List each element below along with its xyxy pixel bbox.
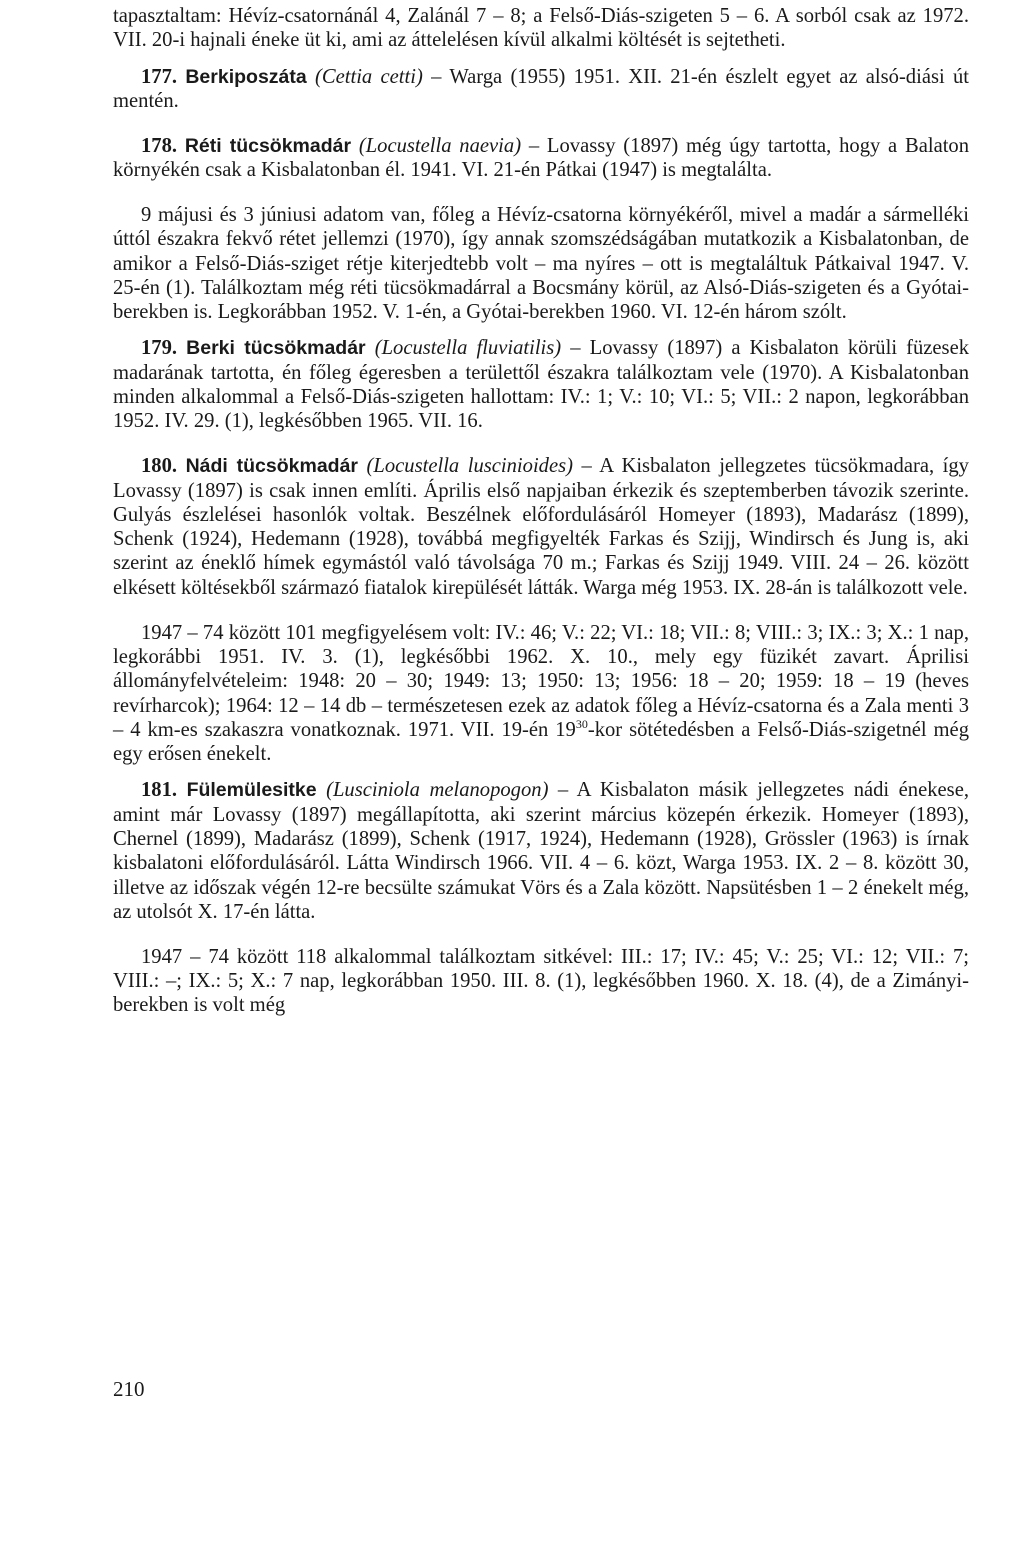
species-name: Berkiposzáta: [185, 65, 307, 88]
species-name: Berki tücsökmadár: [186, 337, 366, 360]
entry-text: – Warga (1955) 1951. XII. 21-én észlelt egyet az alsó-diási út mentén.: [113, 65, 970, 112]
entry-number: 179.: [141, 337, 178, 360]
intro-paragraph: tapasztaltam: Hévíz-csatornánál 4, Zalánál 7 – 8; a Felső-Diás-szigeten 5 – 6. A sorból csak az 1972. VII. 20-i hajnali éneke üt ki, ami az áttelelésen kívül alkalmi költését is sejtetheti.: [113, 5, 969, 52]
page-number: 210: [113, 1377, 145, 1401]
entry-178-paragraph-2: 9 májusi és 3 júniusi adatom van, főleg a Hévíz-csatorna környékéről, mivel a madár a sármelléki úttól északra fekvő rétet jellemzi (1970), így annak szomszédságában mutatkozik a Kisbalatonban, de amikor a Felső-Diás-sziget rétje kiterjedtebb volt – ma nyíres – ott is megtaláltuk Pátkaival 1947. V. 25-én (1). Találkoztam még réti tücsökmadárral a Bocsmány körül, az Alsó-Diás-szigeten és a Gyótai-berekben is. Legkorábban 1952. V. 1-én, a Gyótai-berekben 1960. VI. 12-én három szólt.: [113, 203, 969, 324]
entry-text: 1947 – 74 között 101 megfigyelésem volt: IV.: 46; V.: 22; VI.: 18; VII.: 8; VIII.: 3; IX.: 3; X.: 1 nap, legkorábbi 1951. IV. 3. (1), legkésőbbi 1962. X. 10., mely egy füzikét zavart. Áprilisi állományfelvételeim: 1948: 20 – 30; 1949: 13; 1950: 13; 1956: 18 – 20; 1959: 18 – 19 (heves revírharcok); 1964: 12 – 14 db – természetesen ezek az adatok főleg a Hévíz-csatorna és a Zala menti 3 – 4 km-es szakaszra vonatkoznak. 1971. VII. 19-én 19: [113, 621, 969, 741]
entry-181: [113, 778, 969, 924]
entry-number: 178.: [141, 134, 178, 157]
latin-name: (Cettia cetti): [315, 65, 423, 88]
species-name: Nádi tücsökmadár: [185, 455, 359, 478]
entry-179: [113, 336, 969, 433]
latin-name: (Locustella fluviatilis): [374, 337, 562, 360]
entry-text: – A Kisbalaton másik jellegzetes nádi énekese, amint már Lovassy (1897) megállapította, aki szerint március közepén érkezik. Homeyer (1893), Chernel (1899), Madarász (1899), Schenk (1917, 1924), Hedemann (1928), Grössler (1963) is írnak kisbalatoni előfordulásáról. Látta Windirsch 1966. VII. 4 – 6. közt, Warga 1953. IX. 2 – 8. között 30, illetve az időszak végén 12-re becsülte számukat Vörs és a Zala között. Napsütésben 1 – 2 énekelt még, az utolsót X. 17-én látta.: [113, 779, 969, 923]
entry-178: [113, 134, 969, 183]
entry-number: 181.: [141, 779, 178, 802]
entry-text: – A Kisbalaton jellegzetes tücsökmadara, így Lovassy (1897) is csak innen említi. Április első napjaiban érkezik és szeptemberben távozik szerinte. Gulyás észlelései hasonlók voltak. Beszélnek előfordulásáról Homeyer (1893), Madarász (1899), Schenk (1924), Hedemann (1928), továbbá megfigyelték Farkas és Szijj, Windirsch és Jung is, aki szerint az éneklő hímek egymástól való távolsága 70 m.; Farkas és Szijj 1949. VIII. 24 – 26. között elkésett költésekből származó fiatalok kirepülését látták. Warga még 1953. IX. 28-án is találkozott vele.: [113, 455, 969, 599]
entry-number: 180.: [141, 455, 178, 478]
superscript: 30: [575, 716, 588, 731]
page-text-block: [113, 4, 969, 1018]
entry-text: – Lovassy (1897) a Kisbalaton körüli füzesek madarának tartotta, én főleg égeresben a területtől északra találkoztam vele (1970). A Kisbalatonban minden alkalommal a Felső-Diás-szigeten hallottam: IV.: 1; V.: 10; VI.: 5; VII.: 2 napon, legkorábban 1952. IV. 29. (1), legkésőbben 1965. VII. 16.: [113, 337, 970, 433]
entry-text: – Lovassy (1897) még úgy tartotta, hogy a Balaton környékén csak a Kisbalatonban él. 1941. VI. 21-én Pátkai (1947) is megtalálta.: [113, 134, 970, 182]
latin-name: (Lusciniola melanopogon): [326, 779, 549, 802]
entry-181-paragraph-2: 1947 – 74 között 118 alkalommal találkoztam sitkével: III.: 17; IV.: 45; V.: 25; VI.: 12; VII.: 7; VIII.: –; IX.: 5; X.: 7 nap, legkorábban 1950. III. 8. (1), legkésőbben 1960. X. 18. (4), de a Zimányi-berekben is volt még: [113, 945, 969, 1017]
entry-180: [113, 454, 969, 600]
species-name: Réti tücsökmadár: [184, 134, 352, 157]
latin-name: (Locustella naevia): [358, 134, 522, 157]
entry-number: 177.: [141, 65, 178, 88]
entry-text: -kor sötétedésben a Felső-Diás-szigetnél még egy erősen énekelt.: [113, 718, 969, 766]
entry-180-paragraph-2: [113, 621, 969, 767]
latin-name: (Locustella luscinioides): [366, 455, 573, 478]
entry-177: [113, 65, 969, 114]
species-name: Fülemülesitke: [186, 779, 317, 802]
